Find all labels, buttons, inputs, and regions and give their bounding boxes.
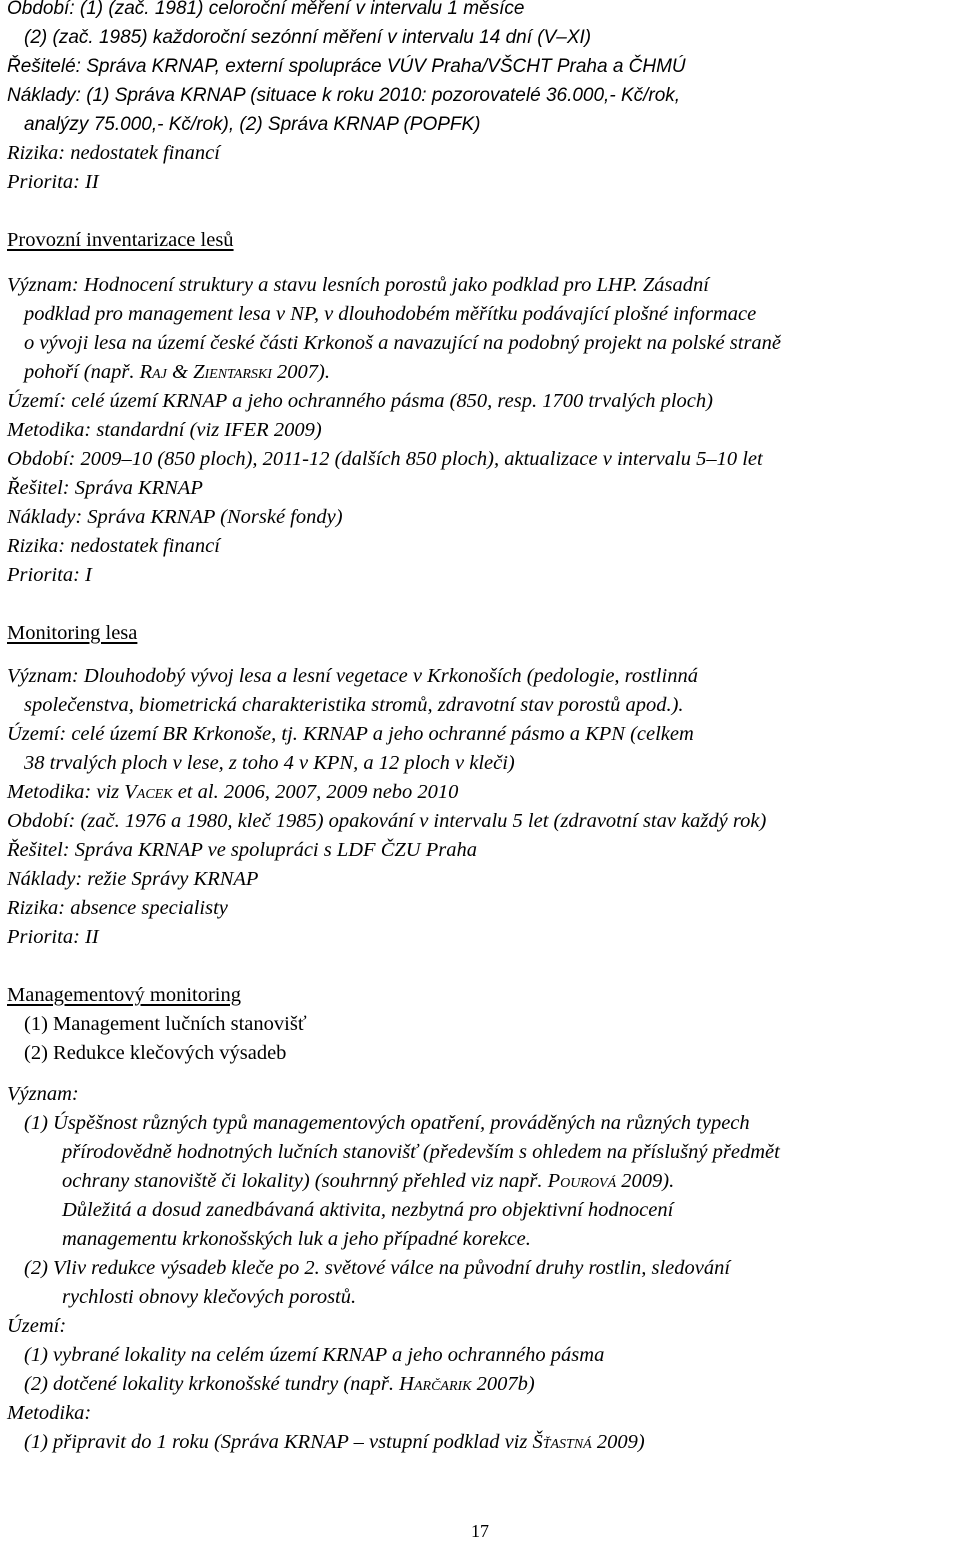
- text-line: Náklady: (1) Správa KRNAP (situace k roku 2010: pozorovatelé 36.000,- Kč/rok,: [7, 85, 681, 106]
- text-line: Náklady: režie Správy KRNAP: [7, 868, 259, 890]
- text-line: (2) (zač. 1985) každoroční sezónní měření v intervalu 14 dní (V–XI): [24, 27, 592, 48]
- text-line: Území: celé území BR Krkonoše, tj. KRNAP a jeho ochranné pásmo a KPN (celkem: [7, 723, 694, 745]
- text-line: analýzy 75.000,- Kč/rok), (2) Správa KRNAP (POPFK): [24, 114, 481, 135]
- text-line: Význam:: [7, 1083, 79, 1105]
- author-name: Zientarski: [193, 361, 272, 383]
- text-line: (1) Management lučních stanovišť: [24, 1013, 307, 1035]
- text-line: Priorita: I: [7, 564, 92, 586]
- text-line: Období: (1) (zač. 1981) celoroční měření v intervalu 1 měsíce: [7, 0, 525, 19]
- author-name: Harčarik: [399, 1373, 472, 1395]
- text-line: pohoří (např. Raj & Zientarski 2007).: [24, 361, 330, 383]
- author-name: Vacek: [124, 781, 173, 803]
- text-line: Význam: Hodnocení struktury a stavu lesních porostů jako podklad pro LHP. Zásadní: [7, 274, 709, 296]
- text-line: (2) Vliv redukce výsadeb kleče po 2. světové válce na původní druhy rostlin, sledování: [24, 1257, 731, 1279]
- text-line: ochrany stanoviště či lokality) (souhrnný přehled viz např. Pourová 2009).: [62, 1170, 675, 1192]
- text-line: Managementový monitoring: [7, 984, 241, 1006]
- text-line: Náklady: Správa KRNAP (Norské fondy): [7, 506, 343, 528]
- text-line: Řešitel: Správa KRNAP ve spolupráci s LDF ČZU Praha: [7, 839, 477, 861]
- text-line: přírodovědně hodnotných lučních stanovišť (především s ohledem na příslušný předmět: [62, 1141, 780, 1163]
- text-line: (1) Úspěšnost různých typů managementových opatření, prováděných na různých typech: [24, 1112, 750, 1134]
- text-line: Metodika: standardní (viz IFER 2009): [7, 419, 322, 441]
- text-line: rychlosti obnovy klečových porostů.: [62, 1286, 357, 1308]
- text-line: Řešitel: Správa KRNAP: [7, 477, 203, 499]
- text-line: (1) připravit do 1 roku (Správa KRNAP – vstupní podklad viz Šťastná 2009): [24, 1431, 645, 1453]
- text-line: Rizika: nedostatek financí: [7, 142, 220, 164]
- text-line: společenstva, biometrická charakteristika stromů, zdravotní stav porostů apod.).: [24, 694, 684, 716]
- text-line: Význam: Dlouhodobý vývoj lesa a lesní vegetace v Krkonoších (pedologie, rostlinná: [7, 665, 698, 687]
- text-line: Priorita: II: [7, 171, 99, 193]
- text-line: Provozní inventarizace lesů: [7, 229, 234, 251]
- text-line: Řešitelé: Správa KRNAP, externí spolupráce VÚV Praha/VŠCHT Praha a ČHMÚ: [7, 56, 686, 77]
- text-line: Monitoring lesa: [7, 622, 138, 644]
- text-line: (2) dotčené lokality krkonošské tundry (např. Harčarik 2007b): [24, 1373, 535, 1395]
- text-line: (1) vybrané lokality na celém území KRNAP a jeho ochranného pásma: [24, 1344, 605, 1366]
- author-name: Pourová: [547, 1170, 617, 1192]
- author-name: Šťastná: [532, 1431, 592, 1453]
- text-line: Metodika: viz Vacek et al. 2006, 2007, 2009 nebo 2010: [7, 781, 459, 803]
- text-line: podklad pro management lesa v NP, v dlouhodobém měřítku podávající plošné informace: [24, 303, 757, 325]
- text-line: Období: 2009–10 (850 ploch), 2011-12 (dalších 850 ploch), aktualizace v intervalu 5–10 let: [7, 448, 763, 470]
- page-number: 17: [471, 1521, 489, 1541]
- text-line: o vývoji lesa na území české části Krkonoš a navazující na podobný projekt na polské straně: [24, 332, 782, 354]
- text-line: Priorita: II: [7, 926, 99, 948]
- author-name: Raj: [139, 361, 167, 383]
- text-line: Metodika:: [7, 1402, 92, 1424]
- text-line: Území: celé území KRNAP a jeho ochranného pásma (850, resp. 1700 trvalých ploch): [7, 390, 713, 412]
- text-line: Rizika: absence specialisty: [7, 897, 228, 919]
- text-line: Důležitá a dosud zanedbávaná aktivita, nezbytná pro objektivní hodnocení: [62, 1199, 674, 1221]
- text-line: Území:: [7, 1315, 67, 1337]
- text-line: managementu krkonošských luk a jeho případné korekce.: [62, 1228, 531, 1250]
- text-line: Rizika: nedostatek financí: [7, 535, 220, 557]
- text-line: 38 trvalých ploch v lese, z toho 4 v KPN, a 12 ploch v kleči): [24, 752, 515, 774]
- text-line: Období: (zač. 1976 a 1980, kleč 1985) opakování v intervalu 5 let (zdravotní stav každý rok): [7, 810, 767, 832]
- text-line: (2) Redukce klečových výsadeb: [24, 1042, 287, 1064]
